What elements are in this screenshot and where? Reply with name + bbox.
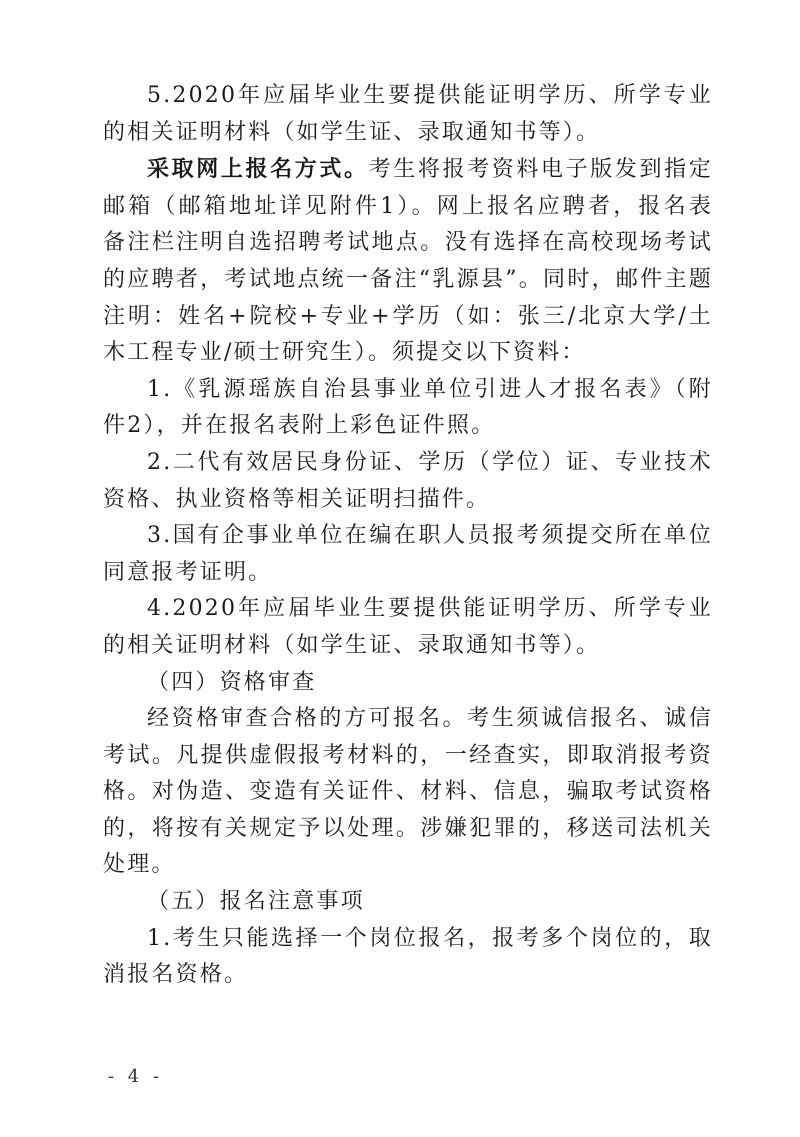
online-registration-heading: 采取网上报名方式。 xyxy=(147,156,369,183)
paragraph-registration-form: 1.《乳源瑶族自治县事业单位引进人才报名表》（附件2），并在报名表附上彩色证件照。 xyxy=(103,376,713,439)
section-heading-qualification-review: （四）资格审查 xyxy=(147,669,317,695)
online-registration-text: 考生将报考资料电子版发到指定邮箱（邮箱地址详见附件1）。网上报名应聘者，报名表备注栏注明自选招聘考试地点。没有选择在高校现场考试的应聘者，考试地点统一备注“乳源县”。同时，邮件主题注明：姓名+院校+专业+学历（如：张三/北京大学/土木工程专业/硕士研究生）。须提交以下资料： xyxy=(103,157,713,366)
paragraph-materials-2020-graduates: 5.2020年应届毕业生要提供能证明学历、所学专业的相关证明材料（如学生证、录取通知书等）。 xyxy=(103,83,713,145)
paragraph-employer-consent: 3.国有企事业单位在编在职人员报考须提交所在单位同意报考证明。 xyxy=(103,523,713,585)
page-number: - 4 - xyxy=(108,1066,164,1087)
document-body xyxy=(103,78,713,994)
paragraph-qualification-review: 经资格审查合格的方可报名。考生须诚信报名、诚信考试。凡提供虚假报考材料的，一经查实，即取消报考资格。对伪造、变造有关证件、材料、信息，骗取考试资格的，将按有关规定予以处理。涉嫌犯罪的，移送司法机关处理。 xyxy=(103,706,713,878)
paragraph-id-documents: 2.二代有效居民身份证、学历（学位）证、专业技术资格、执业资格等相关证明扫描件。 xyxy=(103,449,713,512)
section-heading-registration-notes: （五）报名注意事项 xyxy=(147,889,365,915)
paragraph-online-registration xyxy=(103,151,713,372)
paragraph-graduate-proof: 4.2020年应届毕业生要提供能证明学历、所学专业的相关证明材料（如学生证、录取通知书等）。 xyxy=(103,596,713,658)
paragraph-single-position: 1.考生只能选择一个岗位报名，报考多个岗位的，取消报名资格。 xyxy=(103,925,713,988)
